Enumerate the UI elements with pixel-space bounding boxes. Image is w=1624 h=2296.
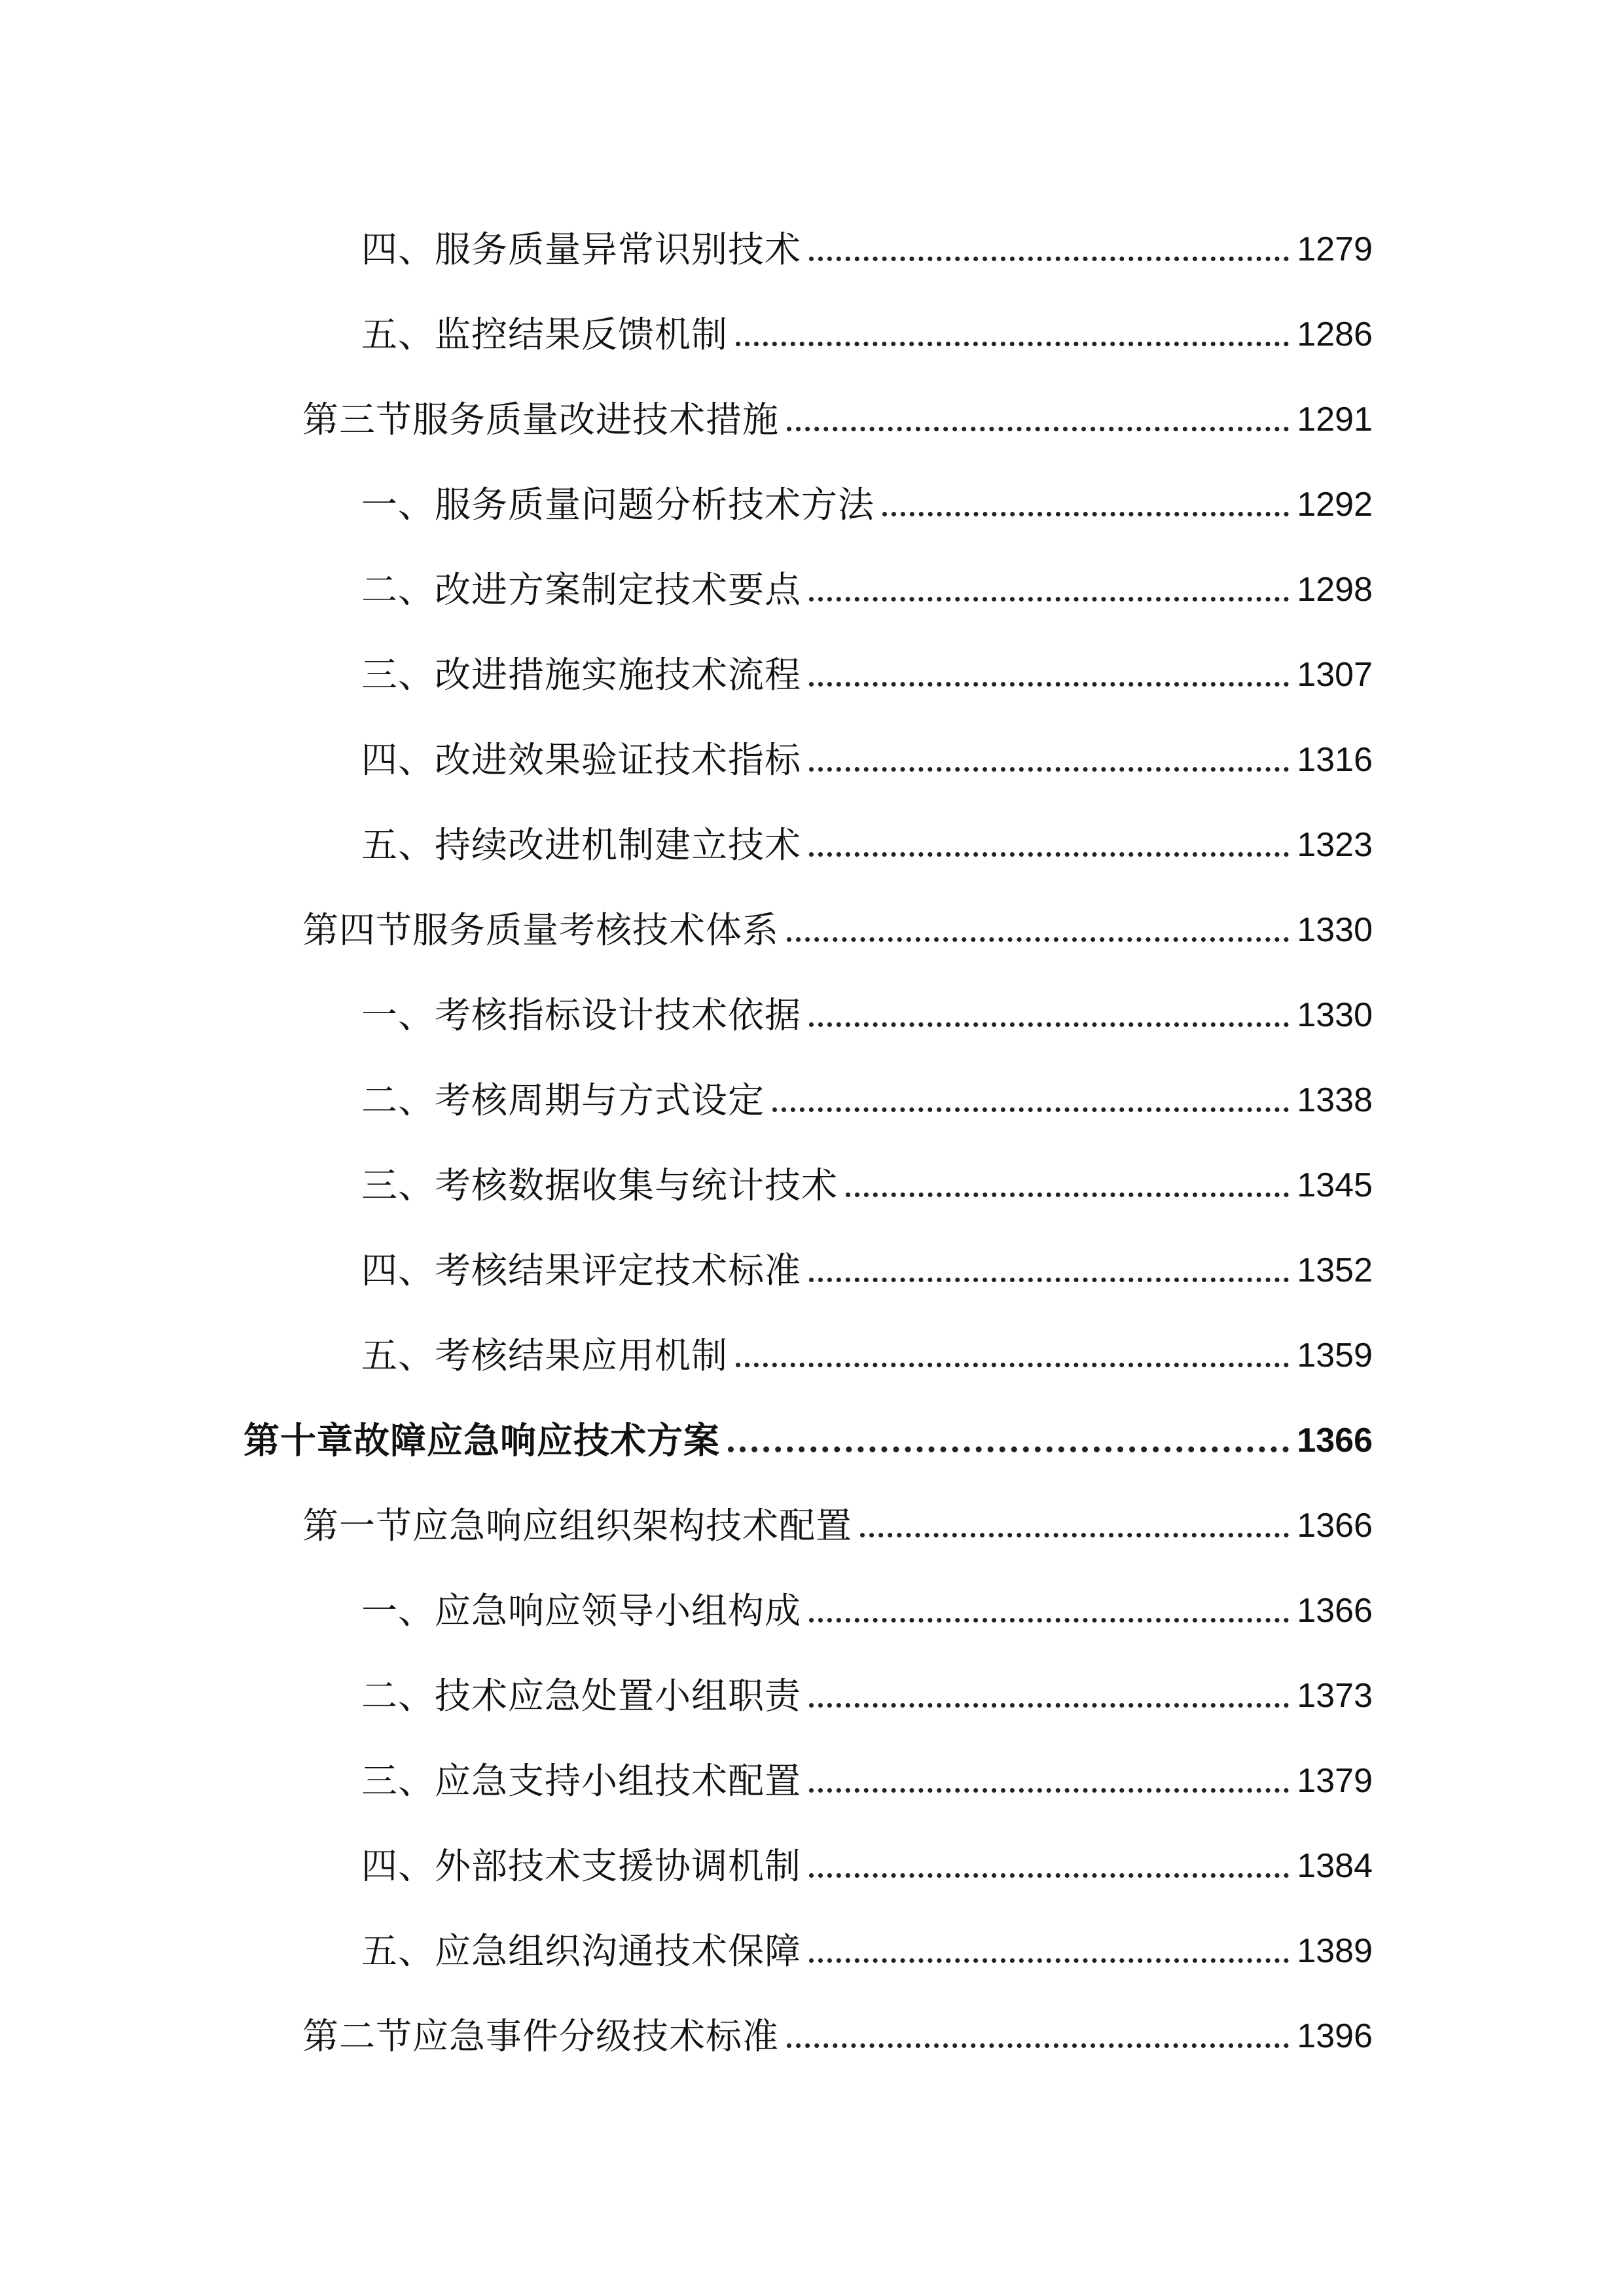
- toc-entry[interactable]: [361, 1909, 1373, 1974]
- toc-dot-leader: [809, 1618, 1289, 1623]
- toc-entry[interactable]: [361, 1313, 1373, 1378]
- toc-entry[interactable]: [361, 632, 1373, 698]
- toc-entry-page: 1345: [1297, 1166, 1373, 1204]
- toc-entry-title: 一、服务质量问题分析技术方法: [361, 484, 875, 526]
- toc-entry-page: 1384: [1297, 1847, 1373, 1885]
- toc-entry[interactable]: [361, 547, 1373, 613]
- toc-entry-title: 二、改进方案制定技术要点: [361, 569, 802, 611]
- toc-entry-page: 1316: [1297, 741, 1373, 779]
- toc-entry-title: 一、应急响应领导小组构成: [361, 1590, 802, 1632]
- toc-entry[interactable]: [302, 1483, 1373, 1549]
- toc-entry[interactable]: [361, 292, 1373, 357]
- toc-entry[interactable]: [361, 973, 1373, 1038]
- toc-entry-title: 第一节应急响应组织架构技术配置: [302, 1505, 853, 1547]
- toc-dot-leader: [809, 1022, 1289, 1027]
- toc-dot-leader: [787, 937, 1289, 942]
- toc-entry-title: 四、服务质量异常识别技术: [361, 228, 802, 270]
- toc-entry-page: 1359: [1297, 1336, 1373, 1374]
- toc-entry-page: 1330: [1297, 911, 1373, 949]
- toc-entry-title: 四、外部技术支援协调机制: [361, 1845, 802, 1887]
- toc-entry-page: 1286: [1297, 315, 1373, 353]
- toc-entry-page: 1279: [1297, 230, 1373, 268]
- toc-entry-page: 1298: [1297, 571, 1373, 609]
- toc-entry-title: 三、改进措施实施技术流程: [361, 654, 802, 696]
- toc-entry-title: 五、持续改进机制建立技术: [361, 824, 802, 866]
- toc-entry-page: 1330: [1297, 996, 1373, 1034]
- toc-entry[interactable]: [244, 1398, 1373, 1463]
- toc-entry[interactable]: [361, 1058, 1373, 1123]
- toc-entry-page: 1366: [1297, 1422, 1373, 1460]
- toc-entry-page: 1338: [1297, 1081, 1373, 1119]
- toc-dot-leader: [809, 1958, 1289, 1963]
- toc-entry-title: 五、应急组织沟通技术保障: [361, 1930, 802, 1972]
- toc-dot-leader: [736, 342, 1289, 346]
- toc-entry[interactable]: [361, 1653, 1373, 1719]
- toc-dot-leader: [809, 1278, 1289, 1282]
- toc-entry-title: 第十章故障应急响应技术方案: [244, 1419, 721, 1462]
- toc-entry[interactable]: [361, 802, 1373, 868]
- toc-entry[interactable]: [302, 888, 1373, 953]
- toc-entry[interactable]: [361, 1738, 1373, 1804]
- toc-dot-leader: [809, 767, 1289, 772]
- toc-entry[interactable]: [302, 377, 1373, 442]
- toc-entry-title: 第四节服务质量考核技术体系: [302, 909, 780, 951]
- toc-entry-title: 三、应急支持小组技术配置: [361, 1760, 802, 1802]
- toc-dot-leader: [809, 597, 1289, 601]
- toc-dot-leader: [846, 1193, 1289, 1197]
- toc-dot-leader: [736, 1363, 1289, 1367]
- toc-entry-title: 五、考核结果应用机制: [361, 1335, 729, 1376]
- toc-entry-title: 三、考核数据收集与统计技术: [361, 1164, 839, 1206]
- toc-entry-title: 第二节应急事件分级技术标准: [302, 2015, 780, 2057]
- toc-entry-page: 1291: [1297, 401, 1373, 439]
- toc-entry[interactable]: [302, 1994, 1373, 2059]
- toc-entry-page: 1373: [1297, 1677, 1373, 1715]
- toc-entry-page: 1323: [1297, 826, 1373, 864]
- toc-entry-title: 四、改进效果验证技术指标: [361, 739, 802, 781]
- toc-dot-leader: [882, 512, 1289, 516]
- toc-entry-page: 1396: [1297, 2017, 1373, 2055]
- toc-dot-leader: [860, 1533, 1289, 1537]
- toc-entry[interactable]: [361, 1143, 1373, 1208]
- toc-dot-leader: [809, 1873, 1289, 1878]
- toc-entry-page: 1379: [1297, 1762, 1373, 1800]
- toc-entry-title: 一、考核指标设计技术依据: [361, 994, 802, 1036]
- toc-entry-title: 二、考核周期与方式设定: [361, 1079, 765, 1121]
- toc-dot-leader: [809, 682, 1289, 687]
- toc-dot-leader: [772, 1107, 1289, 1112]
- toc-entry[interactable]: [361, 717, 1373, 783]
- toc-entry[interactable]: [361, 1568, 1373, 1634]
- toc-dot-leader: [787, 427, 1289, 431]
- toc-dot-leader: [728, 1446, 1289, 1452]
- toc-entry-title: 五、监控结果反馈机制: [361, 314, 729, 355]
- toc-entry-title: 四、考核结果评定技术标准: [361, 1249, 802, 1291]
- toc-entry-page: 1307: [1297, 656, 1373, 694]
- toc-entry-title: 第三节服务质量改进技术措施: [302, 399, 780, 440]
- toc-entry[interactable]: [361, 1823, 1373, 1889]
- toc-dot-leader: [809, 1703, 1289, 1708]
- toc-entry-page: 1292: [1297, 486, 1373, 524]
- toc-dot-leader: [787, 2043, 1289, 2048]
- toc-entry[interactable]: [361, 1228, 1373, 1293]
- toc-entry[interactable]: [361, 207, 1373, 272]
- toc-dot-leader: [809, 1788, 1289, 1793]
- toc-entry-page: 1366: [1297, 1507, 1373, 1545]
- toc-entry-title: 二、技术应急处置小组职责: [361, 1675, 802, 1717]
- toc-entry-page: 1352: [1297, 1251, 1373, 1289]
- toc-entry[interactable]: [361, 462, 1373, 528]
- toc-dot-leader: [809, 852, 1289, 857]
- toc-entry-page: 1389: [1297, 1932, 1373, 1970]
- toc-entry-page: 1366: [1297, 1592, 1373, 1630]
- toc-dot-leader: [809, 257, 1289, 261]
